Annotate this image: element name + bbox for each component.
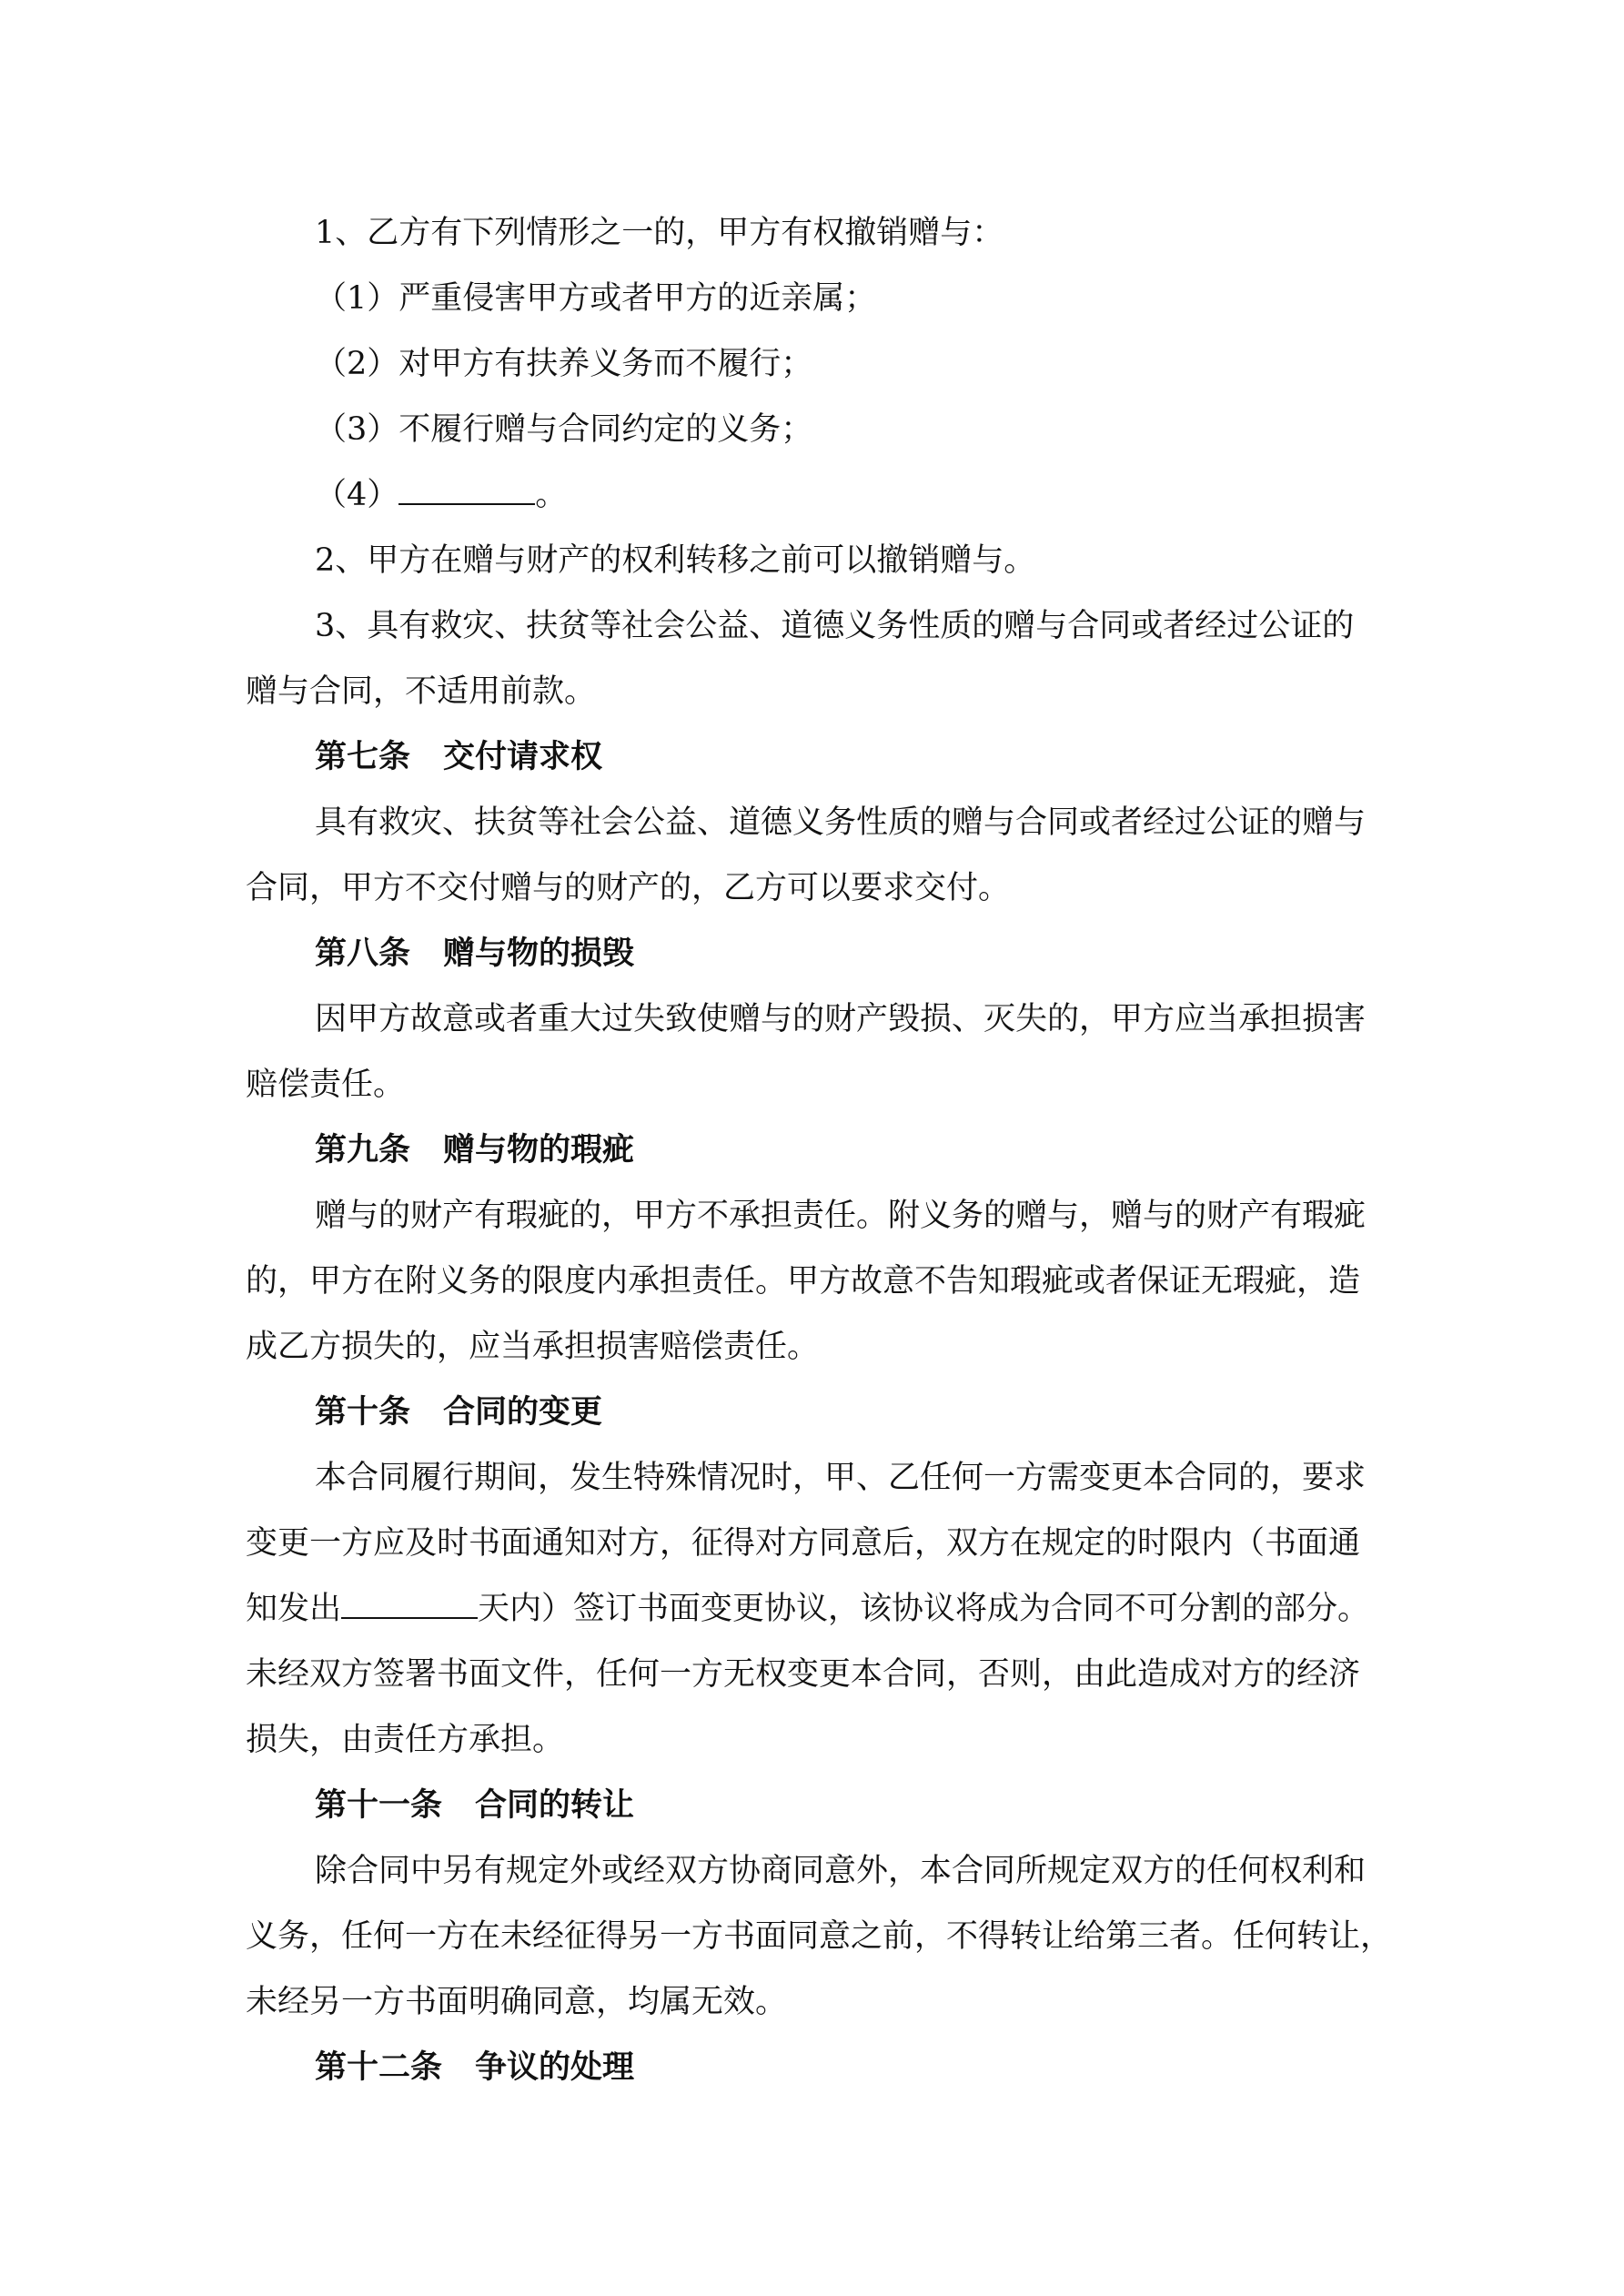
- article-9-line-3: 成乙方损失的，应当承担损害赔偿责任。: [246, 1329, 820, 1365]
- article-9-heading: [246, 1118, 1394, 1183]
- article-8-title: 赠与物的损毁: [443, 936, 635, 972]
- article-11-heading: [246, 1773, 1394, 1838]
- article-11-line-3: 未经另一方书面明确同意，均属无效。: [246, 1984, 788, 2020]
- article-10-line-1: 本合同履行期间，发生特殊情况时，甲、乙任何一方需变更本合同的，要求: [315, 1460, 1367, 1496]
- revocation-item-3: （3）不履行赠与合同约定的义务；: [315, 411, 813, 448]
- article-12-heading: [246, 2035, 1394, 2100]
- article-10-number: 第十条: [315, 1394, 411, 1431]
- article-9-line-2: 的，甲方在附义务的限度内承担责任。甲方故意不告知瑕疵或者保证无瑕疵，造: [246, 1263, 1361, 1300]
- revocation-item-4-suffix: 。: [535, 477, 568, 513]
- article-7-line-2: 合同，甲方不交付赠与的财产的，乙方可以要求交付。: [246, 870, 1011, 906]
- contract-page: [246, 200, 1394, 2100]
- revocation-intro: 1、乙方有下列情形之一的，甲方有权撤销赠与：: [315, 215, 1004, 251]
- article-10-heading: [246, 1380, 1394, 1445]
- article-9-line-1: 赠与的财产有瑕疵的，甲方不承担责任。附义务的赠与，赠与的财产有瑕疵: [315, 1198, 1367, 1234]
- article-9-number: 第九条: [315, 1132, 411, 1168]
- revocation-clause-2: 2、甲方在赠与财产的权利转移之前可以撤销赠与。: [315, 542, 1036, 579]
- article-11-line-2: 义务，任何一方在未经征得另一方书面同意之前，不得转让给第三者。任何转让，: [246, 1918, 1393, 1955]
- article-8-heading: [246, 921, 1394, 986]
- article-10-line-3: [246, 1576, 1394, 1642]
- article-7-heading: [246, 724, 1394, 790]
- article-10-line-3-prefix: 知发出: [246, 1591, 342, 1627]
- article-12-title: 争议的处理: [475, 2049, 635, 2086]
- article-9-title: 赠与物的瑕疵: [443, 1132, 635, 1168]
- article-11-title: 合同的转让: [475, 1787, 635, 1824]
- article-11-line-1: 除合同中另有规定外或经双方协商同意外，本合同所规定双方的任何权利和: [315, 1853, 1367, 1889]
- article-10-line-2: 变更一方应及时书面通知对方，征得对方同意后，双方在规定的时限内（书面通: [246, 1525, 1361, 1562]
- article-7-number: 第七条: [315, 739, 411, 775]
- revocation-item-4-prefix: （4）: [315, 477, 399, 513]
- article-7-line-1: 具有救灾、扶贫等社会公益、道德义务性质的赠与合同或者经过公证的赠与: [315, 804, 1367, 841]
- article-8-line-2: 赔偿责任。: [246, 1067, 406, 1103]
- article-10-line-4: 未经双方签署书面文件，任何一方无权变更本合同，否则，由此造成对方的经济: [246, 1656, 1361, 1693]
- fill-in-blank[interactable]: [341, 1590, 478, 1619]
- article-10-line-5: 损失，由责任方承担。: [246, 1722, 565, 1758]
- article-7-title: 交付请求权: [443, 739, 603, 775]
- article-10-title: 合同的变更: [443, 1394, 603, 1431]
- revocation-item-1: （1）严重侵害甲方或者甲方的近亲属；: [315, 280, 877, 317]
- revocation-item-4: [246, 462, 1394, 528]
- article-8-line-1: 因甲方故意或者重大过失致使赠与的财产毁损、灭失的，甲方应当承担损害: [315, 1001, 1367, 1037]
- article-11-number: 第十一条: [315, 1787, 443, 1824]
- fill-in-blank[interactable]: [398, 476, 535, 505]
- article-8-number: 第八条: [315, 936, 411, 972]
- revocation-clause-3-line-2: 赠与合同，不适用前款。: [246, 673, 597, 710]
- revocation-clause-3-line-1: 3、具有救灾、扶贫等社会公益、道德义务性质的赠与合同或者经过公证的: [315, 608, 1355, 644]
- article-10-line-3-suffix: 天内）签订书面变更协议，该协议将成为合同不可分割的部分。: [478, 1591, 1370, 1627]
- article-12-number: 第十二条: [315, 2049, 443, 2086]
- revocation-item-2: （2）对甲方有扶养义务而不履行；: [315, 346, 813, 382]
